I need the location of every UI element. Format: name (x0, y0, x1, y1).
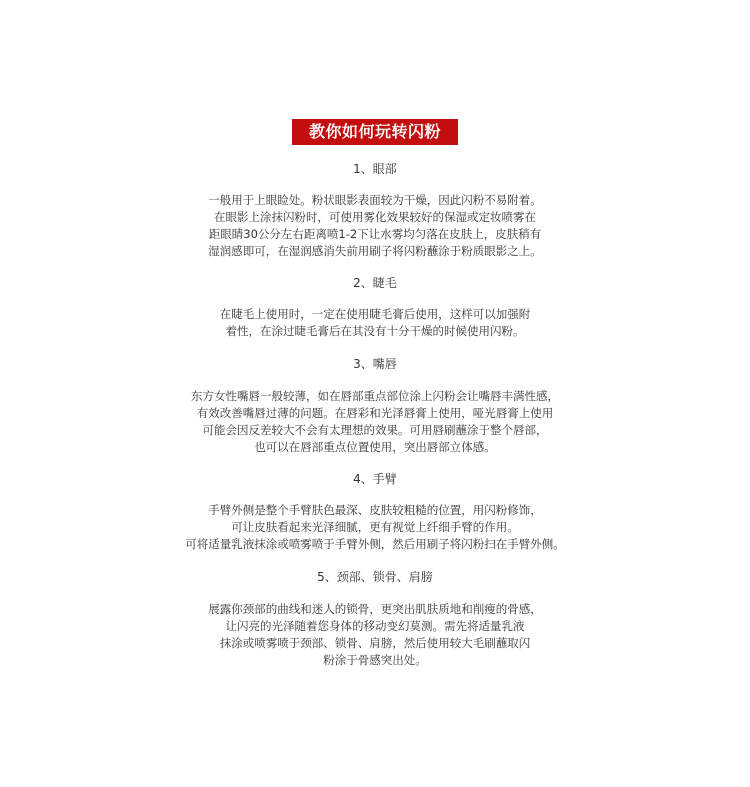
section-body-eyes (0, 192, 750, 260)
body-line: 抹涂或喷雾喷于颈部、锁骨、肩膀，然后使用较大毛刷蘸取闪 (219, 636, 531, 650)
section-body-lashes (0, 306, 750, 340)
article-title: 教你如何玩转闪粉 (292, 119, 458, 145)
body-line: 东方女性嘴唇一般较薄，如在唇部重点部位涂上闪粉会让嘴唇丰满性感， (191, 389, 559, 403)
body-line: 距眼睛30公分左右距离喷1-2下让水雾均匀落在皮肤上，皮肤稍有 (208, 227, 542, 241)
body-line: 可将适量乳液抹涂或喷雾喷于手臂外侧，然后用刷子将闪粉扫在手臂外侧。 (185, 537, 565, 551)
body-line: 粉涂于骨感突出处。 (323, 653, 427, 667)
section-heading-lashes: 2、睫毛 (353, 276, 397, 290)
body-line: 一般用于上眼睑处。粉状眼影表面较为干燥，因此闪粉不易附着。 (208, 193, 542, 207)
body-line: 展露你颈部的曲线和迷人的锁骨，更突出肌肤质地和削瘦的骨感， (208, 602, 542, 616)
body-line: 手臂外侧是整个手臂肤色最深、皮肤较粗糙的位置，用闪粉修饰， (208, 503, 542, 517)
section-heading-eyes: 1、眼部 (353, 162, 397, 176)
body-line: 可让皮肤看起来光泽细腻，更有视觉上纤细手臂的作用。 (231, 520, 519, 534)
body-line: 也可以在唇部重点位置使用，突出唇部立体感。 (254, 440, 496, 454)
section-heading-arms: 4、手臂 (353, 472, 397, 486)
body-line: 在眼影上涂抹闪粉时，可使用雾化效果较好的保湿或定妆喷雾在 (214, 210, 536, 224)
section-heading-lips: 3、嘴唇 (353, 357, 397, 371)
section-body-lips (0, 388, 750, 456)
section-body-neck (0, 601, 750, 669)
body-line: 有效改善嘴唇过薄的问题。在唇彩和光泽唇膏上使用，哑光唇膏上使用 (196, 406, 554, 420)
body-line: 湿润感即可，在湿润感消失前用刷子将闪粉蘸涂于粉质眼影之上。 (208, 244, 542, 258)
section-body-arms (0, 502, 750, 553)
body-line: 让闪亮的光泽随着您身体的移动变幻莫测。需先将适量乳液 (225, 619, 525, 633)
section-heading-neck: 5、颈部、锁骨、肩膀 (317, 570, 433, 584)
body-line: 着性，在涂过睫毛膏后在其没有十分干燥的时候使用闪粉。 (225, 324, 525, 338)
body-line: 在睫毛上使用时，一定在使用睫毛膏后使用，这样可以加强附 (219, 307, 531, 321)
body-line: 可能会因反差较大不会有太理想的效果。可用唇刷蘸涂于整个唇部， (202, 423, 548, 437)
